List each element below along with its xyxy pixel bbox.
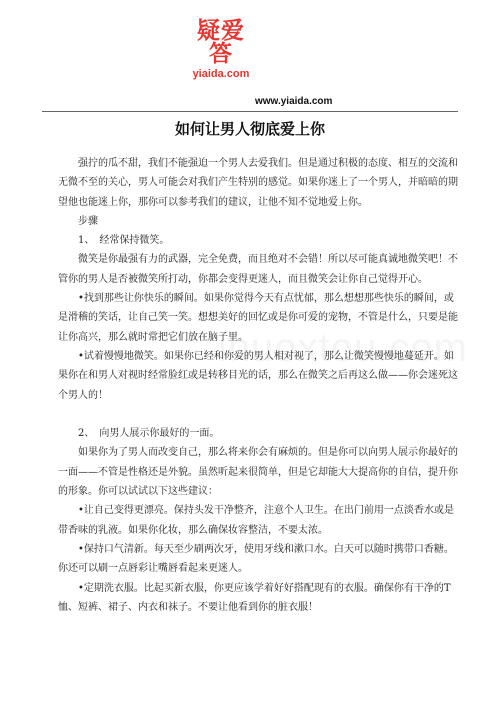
step-2-heading: 2、 向男人展示你最好的一面。 [78, 428, 220, 440]
step-2-tip-laundry: •定期洗衣服。比起买新衣服，你更应该学着好好搭配现有的衣服。确保你有干净的T恤、短裤、裙子、内衣和袜子。不要让他看到你的脏衣服！ [58, 582, 451, 613]
step-2-tip-beauty: •让自己变得更漂亮。保持头发干净整齐，注意个人卫生。在出门前用一点淡香水或是带香味的乳液。如果你化妆，那么确保妆容整洁，不要太浓。 [58, 505, 454, 536]
step-2-paragraph: 如果你为了男人而改变自己，那么将来你会有麻烦的。但是你可以向男人展示你最好的一面——不管是性格还是外貌。虽然听起来很简单，但是它却能大大提高你的自信，提升你的形象。你可以试试以下这些建议： [58, 447, 458, 498]
site-url: www.yiaida.com [255, 96, 333, 107]
step-1-tip-slow-smile: •试着慢慢地微笑。如果你已经和你爱的男人相对视了，那么让微笑慢慢地蔓延开。如果你在和男人对视时经常脸红或是转移目光的话，那么在微笑之后再这么做——你会迷死这个男人的！ [58, 350, 458, 401]
logo-chinese-text: 疑爱答 [197, 18, 245, 67]
document-title: 如何让男人彻底爱上你 [174, 120, 325, 138]
spacer [58, 405, 458, 424]
logo-domain-text: yiaida.com [192, 68, 250, 80]
step-1-tip-happy-moments: •找到那些让你快乐的瞬间。如果你觉得今天有点忧郁，那么想想那些快乐的瞬间，或是滑稽的笑话，让自己笑一笑。想想美好的回忆或是你可爱的宠物，不管是什么，只要是能让你高兴，那么就时常把它们放在脑子里。 [58, 293, 458, 343]
intro-paragraph: 强拧的瓜不甜，我们不能强迫一个男人去爱我们。但是通过积极的态度、相互的交流和无微不至的关心，男人可能会对我们产生特别的感觉。如果你迷上了一个男人，并暗暗的期望他也能迷上你，那你可以参考我们的建议，让他不知不觉地爱上你。 [58, 158, 458, 208]
steps-label: 步骤 [78, 215, 98, 227]
step-2-tip-fresh-breath: •保持口气清新。每天至少刷两次牙，使用牙线和漱口水。白天可以随时携带口香糖。你还可以刷一点唇彩让嘴唇看起来更迷人。 [58, 543, 454, 575]
step-1-paragraph: 微笑是你最强有力的武器，完全免费，而且绝对不会错！所以尽可能真诚地微笑吧！不管你的男人是否被微笑所打动，你都会变得更迷人，而且微笑会让你自己觉得开心。 [58, 254, 458, 285]
document-body [58, 154, 458, 617]
header-divider [42, 111, 458, 112]
site-logo [186, 20, 256, 80]
step-1-heading: 1、 经常保持微笑。 [78, 235, 170, 247]
